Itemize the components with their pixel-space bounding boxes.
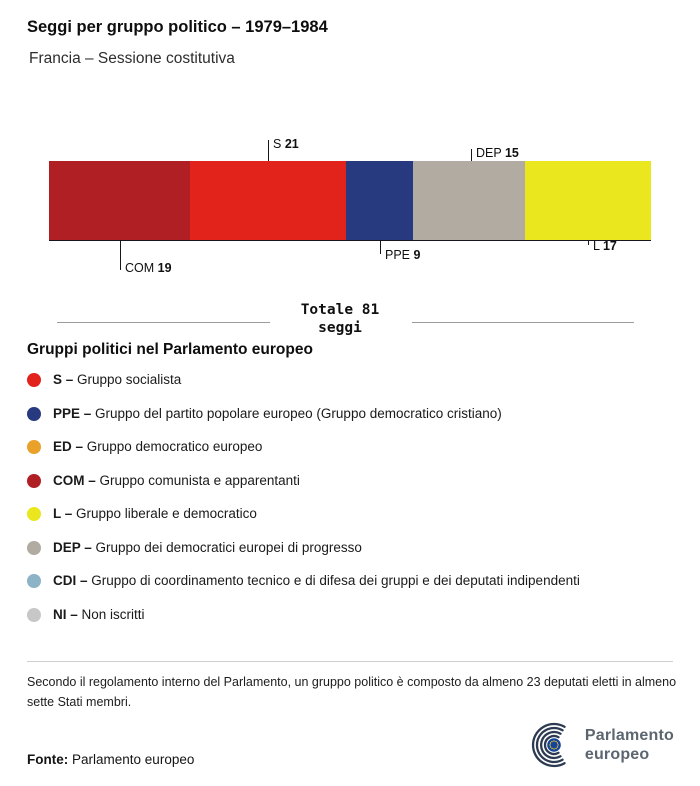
legend-swatch-icon — [27, 407, 41, 421]
logo-line1: Parlamento — [584, 727, 674, 744]
ep-logo-mark — [520, 722, 576, 768]
bar-segment-s — [190, 161, 346, 240]
legend-label: CDI – Gruppo di coordinamento tecnico e di difesa dei gruppi e dei deputati indipendenti — [53, 573, 580, 588]
legend-item — [27, 438, 580, 456]
legend-label: COM – Gruppo comunista e apparentanti — [53, 472, 300, 488]
total-divider-right — [412, 322, 634, 323]
bar-label-ppe: PPE 9 — [385, 248, 421, 262]
legend-swatch-icon — [27, 440, 41, 454]
legend-item — [27, 539, 580, 557]
logo-line2: europeo — [584, 746, 650, 763]
legend-swatch-icon — [27, 574, 41, 588]
legend-item — [27, 405, 580, 423]
leader-line-dep — [471, 149, 472, 161]
ep-logo — [520, 722, 674, 768]
total-seats — [270, 301, 410, 337]
leader-line-s — [268, 140, 269, 161]
total-line2: seggi — [318, 320, 362, 336]
footnote-divider — [27, 661, 673, 662]
legend-label: NI – Non iscritti — [53, 606, 145, 622]
bar-segment-ppe — [346, 161, 413, 240]
legend-swatch-icon — [27, 608, 41, 622]
source-text: Parlamento europeo — [72, 752, 195, 767]
leader-line-com — [120, 240, 121, 270]
chart-title: Seggi per gruppo politico – 1979–1984 — [27, 18, 328, 36]
legend-list — [27, 371, 580, 624]
legend-label: DEP – Gruppo dei democratici europei di progresso — [53, 539, 362, 555]
bar-label-l: L 17 — [593, 239, 617, 253]
legend-swatch-icon — [27, 474, 41, 488]
total-divider-left — [57, 322, 270, 323]
eu-flag-icon — [547, 738, 561, 752]
bar-label-com: COM 19 — [125, 261, 172, 275]
total-line1: Totale 81 — [300, 302, 380, 318]
source-label: Fonte: — [27, 752, 69, 767]
legend-item — [27, 505, 580, 523]
bar-label-dep: DEP 15 — [476, 146, 519, 160]
bar-segment-com — [49, 161, 190, 240]
bar-label-s: S 21 — [273, 137, 299, 151]
legend-item — [27, 572, 580, 590]
stacked-bar — [49, 161, 651, 240]
legend-item — [27, 606, 580, 624]
legend-label: L – Gruppo liberale e democratico — [53, 506, 257, 521]
leader-line-ppe — [380, 240, 381, 254]
legend-item — [27, 371, 580, 389]
bar-segment-l — [525, 161, 651, 240]
chart-subtitle: Francia – Sessione costitutiva — [29, 50, 235, 67]
bar-segment-dep — [413, 161, 524, 240]
source — [27, 752, 194, 767]
legend-heading: Gruppi politici nel Parlamento europeo — [27, 341, 313, 358]
leader-line-l — [588, 240, 589, 245]
legend-label: ED – Gruppo democratico europeo — [53, 439, 263, 454]
footnote: Secondo il regolamento interno del Parlamento, un gruppo politico è composto da almeno 23 deputati eletti in almeno sette Stati membri. — [27, 675, 677, 709]
legend-label: S – Gruppo socialista — [53, 372, 182, 387]
legend-swatch-icon — [27, 541, 41, 555]
legend-label: PPE – Gruppo del partito popolare europeo (Gruppo democratico cristiano) — [53, 405, 502, 421]
legend-swatch-icon — [27, 507, 41, 521]
bar-baseline — [49, 240, 651, 241]
ep-logo-text — [585, 726, 674, 764]
legend-swatch-icon — [27, 373, 41, 387]
legend-item — [27, 472, 580, 490]
